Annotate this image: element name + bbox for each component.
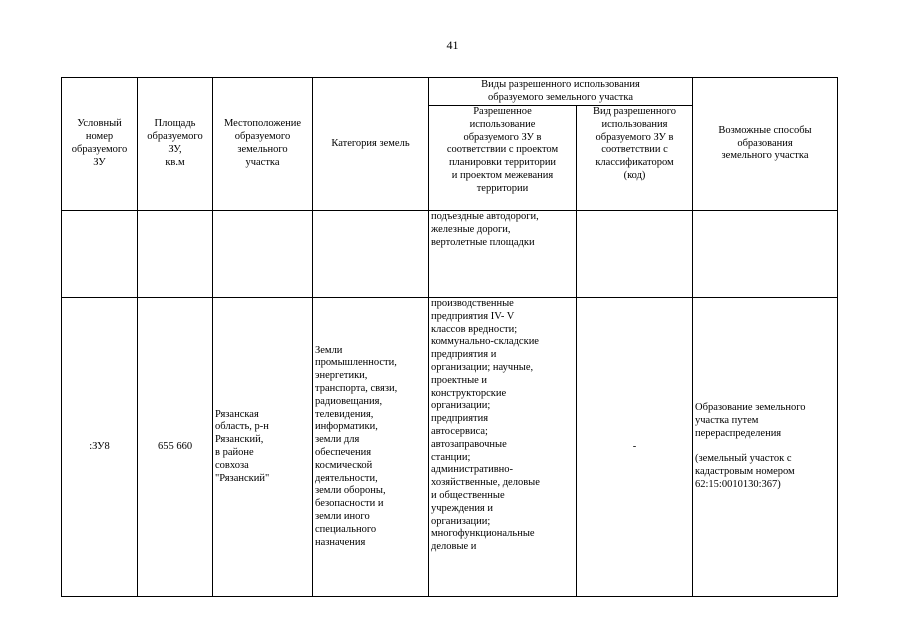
- page-number: 41: [446, 38, 459, 52]
- header-plot-area: Площадь образуемого ЗУ, кв.м: [138, 78, 213, 211]
- header-row-top: [62, 78, 838, 106]
- table-row: [62, 211, 838, 298]
- cell-plot-area: 655 660: [138, 298, 213, 597]
- cell-formation-method: [693, 211, 838, 298]
- header-land-category: Категория земель: [313, 78, 429, 211]
- cell-plot-area: [138, 211, 213, 298]
- header-formation-method: Возможные способы образования земельного участка: [693, 78, 838, 211]
- header-use-by-classifier: Вид разрешенного использования образуемого ЗУ в соответствии с классификатором (код): [577, 106, 693, 211]
- cell-plot-number: [62, 211, 138, 298]
- cell-use-by-plan: производственные предприятия IV- V классов вредности; коммунально-складские предприятия и организации; научные, проектные и конструкторские организации; предприятия автосервиса; автозаправочные станции; административно- хозяйственные, деловые и общественные учреждения и организации; многофункциональные деловые и: [429, 298, 577, 597]
- cell-plot-location: Рязанская область, р-н Рязанский, в районе совхоза "Рязанский": [213, 298, 313, 597]
- cell-formation-method: Образование земельного участка путем перераспределения (земельный участок с кадастровым номером 62:15:0010130:367): [693, 298, 838, 597]
- cell-use-by-classifier: -: [577, 298, 693, 597]
- land-plot-table: [61, 77, 838, 597]
- cell-land-category: [313, 211, 429, 298]
- cell-use-by-plan: подъездные автодороги, железные дороги, вертолетные площадки: [429, 211, 577, 298]
- cell-land-category: Земли промышленности, энергетики, транспорта, связи, радиовещания, телевидения, информатики, земли для обеспечения космической деятельности, земли обороны, безопасности и земли иного специального назначения: [313, 298, 429, 597]
- cell-plot-number: :ЗУ8: [62, 298, 138, 597]
- header-permitted-use-group: Виды разрешенного использования образуемого земельного участка: [429, 78, 693, 106]
- header-plot-location: Местоположение образуемого земельного участка: [213, 78, 313, 211]
- cell-plot-location: [213, 211, 313, 298]
- cell-use-by-classifier: [577, 211, 693, 298]
- header-plot-number: Условный номер образуемого ЗУ: [62, 78, 138, 211]
- table-row: [62, 298, 838, 597]
- header-use-by-plan: Разрешенное использование образуемого ЗУ в соответствии с проектом планировки территории и проектом межевания территории: [429, 106, 577, 211]
